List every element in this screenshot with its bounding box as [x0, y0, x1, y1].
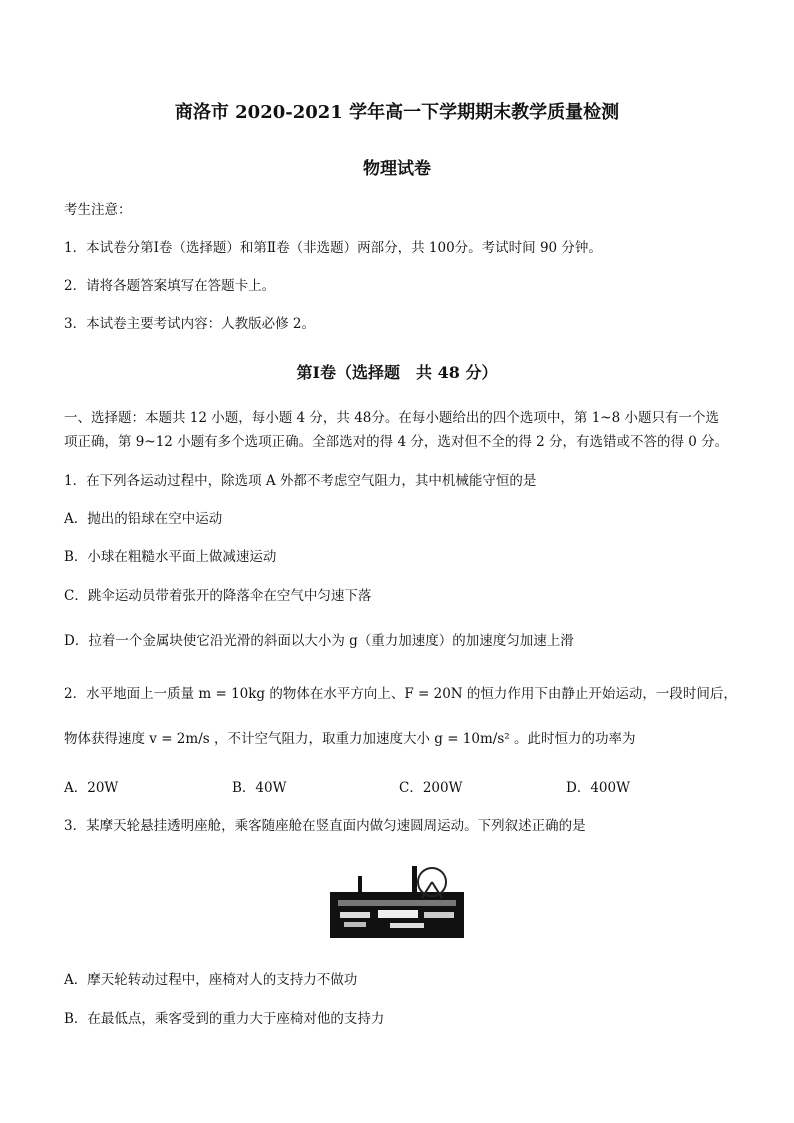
question-1-stem: 1．在下列各运动过程中，除选项 A 外都不考虑空气阻力，其中机械能守恒的是 — [64, 473, 537, 489]
question-2-option-d: D．400W — [566, 780, 630, 796]
question-1-option-c: C．跳伞运动员带着张开的降落伞在空气中匀速下落 — [64, 588, 372, 604]
question-3-stem: 3．某摩天轮悬挂透明座舱，乘客随座舱在竖直面内做匀速圆周运动。下列叙述正确的是 — [64, 818, 586, 834]
notice-item-2: 2．请将各题答案填写在答题卡上。 — [64, 278, 276, 294]
question-2-stem-line-2: 物体获得速度 v = 2m/s ，不计空气阻力，取重力加速度大小 g = 10m/s² 。此时恒力的功率为 — [64, 731, 636, 747]
notice-item-3: 3．本试卷主要考试内容：人教版必修 2。 — [64, 316, 315, 332]
exam-title: 商洛市 2020-2021 学年高一下学期期末教学质量检测 — [174, 102, 620, 123]
section-instructions-line-2: 项正确，第 9~12 小题有多个选项正确。全部选对的得 4 分，选对但不全的得 2 分，有选错或不答的得 0 分。 — [64, 434, 729, 450]
question-1-option-b: B．小球在粗糙水平面上做减速运动 — [64, 549, 277, 565]
question-2-option-c: C．200W — [399, 780, 463, 796]
question-2-option-a: A．20W — [64, 780, 119, 796]
notice-item-1: 1．本试卷分第Ⅰ卷（选择题）和第Ⅱ卷（非选题）两部分，共 100分。考试时间 90 分钟。 — [64, 240, 602, 256]
question-2-stem-line-1: 2．水平地面上一质量 m = 10kg 的物体在水平方向上、F = 20N 的恒力作用下由静止开始运动，一段时间后， — [64, 686, 737, 702]
ferris-wheel-photo — [330, 862, 464, 938]
notice-heading: 考生注意： — [64, 202, 132, 218]
section-title: 第Ⅰ卷（选择题 共 48 分） — [296, 363, 498, 382]
exam-subject: 物理试卷 — [363, 159, 431, 179]
question-3-option-a: A．摩天轮转动过程中，座椅对人的支持力不做功 — [64, 972, 358, 988]
question-3-option-b: B．在最低点，乘客受到的重力大于座椅对他的支持力 — [64, 1011, 385, 1027]
section-instructions-line-1: 一、选择题：本题共 12 小题，每小题 4 分，共 48分。在每小题给出的四个选项中，第 1~8 小题只有一个选 — [64, 410, 719, 426]
question-1-option-a: A．抛出的铅球在空中运动 — [64, 511, 223, 527]
question-2-option-b: B．40W — [232, 780, 287, 796]
question-1-option-d: D．拉着一个金属块使它沿光滑的斜面以大小为 g（重力加速度）的加速度匀加速上滑 — [64, 633, 574, 649]
